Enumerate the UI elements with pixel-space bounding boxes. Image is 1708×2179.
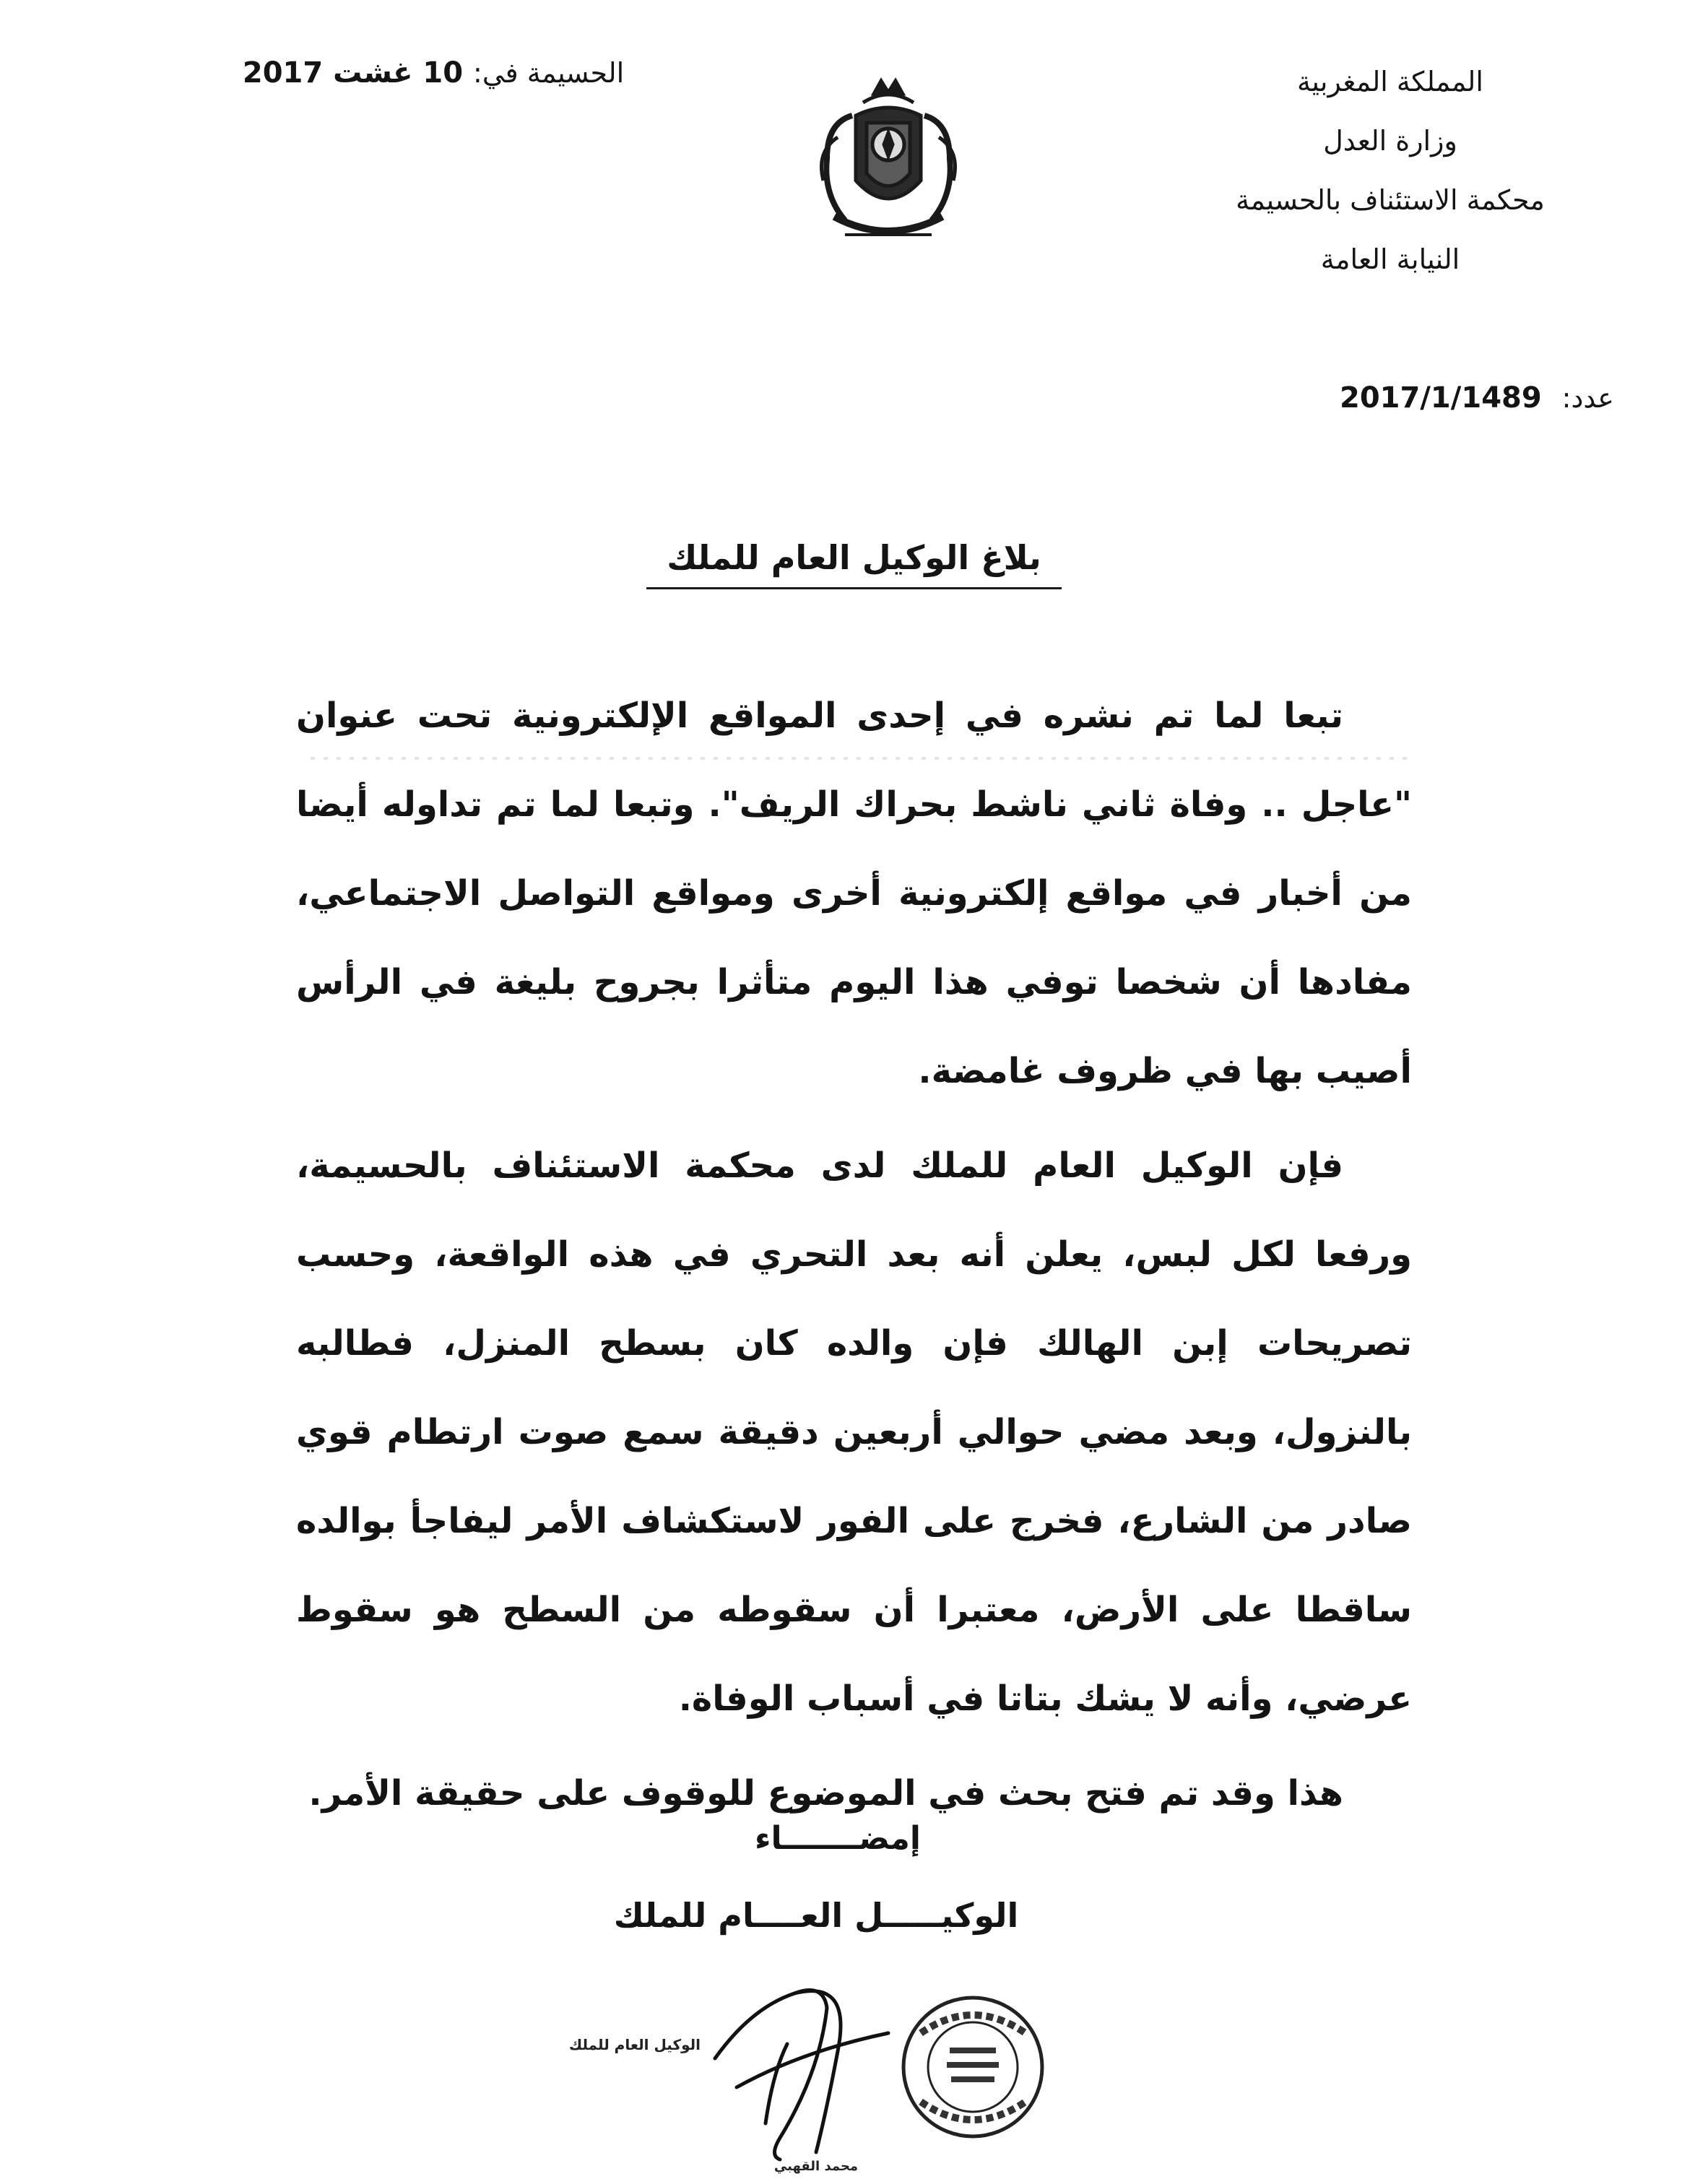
signature-caption: الوكيل العام للملك	[568, 2036, 701, 2053]
reference-number-label: عدد:	[1561, 382, 1614, 414]
place-date	[209, 56, 657, 90]
body-paragraph-2: فإن الوكيل العام للملك لدى محكمة الاستئناف بالحسيمة، ورفعا لكل لبس، يعلن أنه بعد التحري في هذه الواقعة، وحسب تصريحات إبن الهالك فإن والده كان بسطح المنزل، فطالبه بالنزول، وبعد مضي حوالي أربعين دقيقة سمع صوت ارتطام قوي صادر من الشارع، فخرج على الفور لاستكشاف الأمر ليفاجأ بوالده ساقطا على الأرض، معتبرا أن سقوطه من السطح هو سقوط عرضي، وأنه لا يشك بتاتا في أسباب الوفاة.	[296, 1145, 1412, 1719]
court-name: محكمة الاستئناف بالحسيمة	[1236, 184, 1545, 216]
signature-label: إمضـــــــاء	[755, 1820, 921, 1857]
prosecution-name: النيابة العامة	[1320, 243, 1460, 275]
place-date-label: الحسيمة في:	[473, 57, 625, 89]
moroccan-coat-of-arms-icon	[794, 72, 982, 260]
reference-number-value: 2017/1/1489	[1339, 381, 1542, 415]
reference-number	[1152, 381, 1614, 415]
signatory-office: الوكيـــــل العــــام للملك	[613, 1896, 1019, 1935]
body-paragraph-3: هذا وقد تم فتح بحث في الموضوع للوقوف على حقيقة الأمر.	[308, 1773, 1343, 1814]
official-seal-icon	[899, 1993, 1047, 2141]
document-title	[0, 538, 1708, 577]
kingdom-name: المملكة المغربية	[1297, 66, 1483, 98]
document-title-text: بلاغ الوكيل العام للملك	[646, 538, 1062, 589]
document-body	[296, 672, 1412, 1838]
signature-name: محمد القهبي	[773, 2159, 859, 2174]
body-paragraph-1: تبعا لما تم نشره في إحدى المواقع الإلكترونية تحت عنوان "عاجل .. وفاة ثاني ناشط بحراك الريف". وتبعا لما تم تداوله أيضا من أخبار في مواقع إلكترونية أخرى ومواقع التواصل الاجتماعي، مفادها أن شخصا توفي هذا اليوم متأثرا بجروح بليغة في الرأس أصيب بها في ظروف غامضة.	[296, 696, 1412, 1091]
ministry-name: وزارة العدل	[1323, 125, 1457, 157]
place-date-value: 10 غشت 2017	[242, 56, 464, 90]
issuer-block	[1159, 52, 1621, 289]
